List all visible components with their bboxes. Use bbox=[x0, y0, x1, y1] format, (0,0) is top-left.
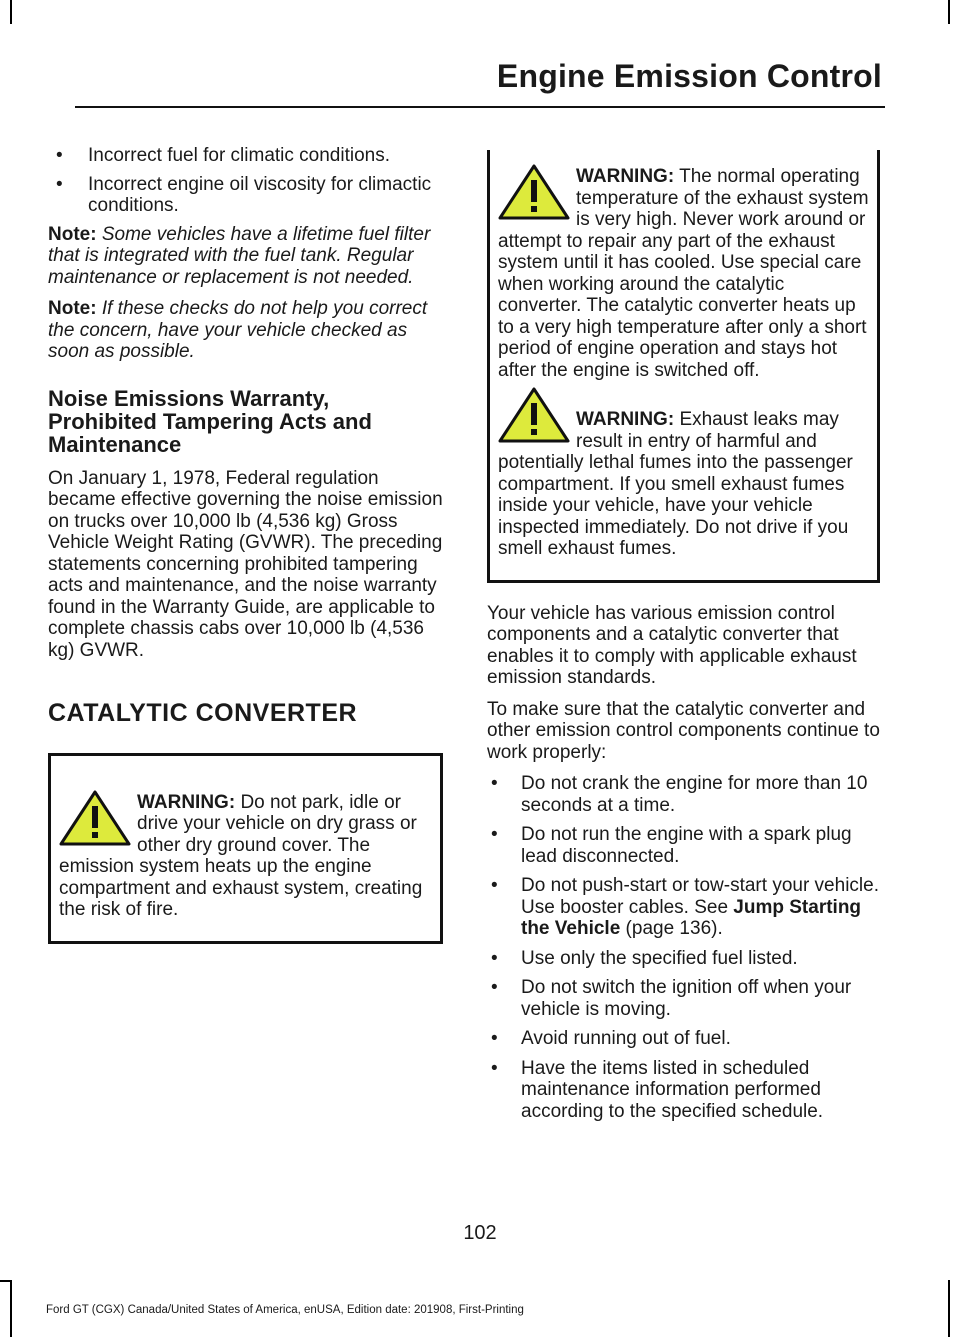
list-item: • Incorrect fuel for climatic conditions. bbox=[56, 145, 391, 166]
warning-triangle-icon bbox=[498, 164, 570, 220]
list-item: • Have the items listed in scheduled maintenance information performed according to the specified schedule. bbox=[491, 1057, 824, 1122]
continue-working-paragraph: To make sure that the catalytic converter and other emission control components continue to work properly: bbox=[487, 698, 880, 763]
crop-mark-top-right-v bbox=[948, 0, 950, 24]
right-bullet-list bbox=[487, 773, 880, 1122]
jump-starting-link[interactable]: Jump Starting the Vehicle bbox=[521, 896, 862, 939]
warning-box-dry-grass: WARNING: Do not park, idle or drive your vehicle on dry grass or other dry ground cover. The emission system heats up the engine compartment and exhaust system, creating the risk of fire. bbox=[48, 753, 443, 944]
page-title: Engine Emission Control bbox=[496, 58, 882, 94]
right-column bbox=[487, 150, 880, 1130]
emission-components-paragraph: Your vehicle has various emission control components and a catalytic converter that enables it to comply with applicable exhaust emission standards. bbox=[487, 602, 857, 688]
warning-triangle-icon bbox=[498, 387, 570, 443]
noise-emissions-paragraph: On January 1, 1978, Federal regulation became effective governing the noise emission on trucks over 10,000 lb (4,536 kg) Gross Vehicle Weight Rating (GVWR). The preceding statements concerning prohibited tampering acts and maintenance, and the noise warranty found in the Warranty Guide, are applicable to complete chassis cabs over 10,000 lb (4,536 kg) GVWR. bbox=[48, 467, 443, 661]
warning-box-exhaust: WARNING: The normal operating temperature of the exhaust system is very high. Never work around or attempt to repair any part of the exhaust system until it has cooled. Use special care when working around the catalytic converter. The catalytic converter heats up to a very high temperature after only a short period of engine operation and stays hot after the engine is switched off. WARNING: Exhaust leaks may result in entry of harmful and potentially lethal fumes into the passenger compartment. If you smell exhaust fumes inside your vehicle, have your vehicle inspected immediately. Do not drive if you smell exhaust fumes. bbox=[487, 150, 880, 583]
crop-mark-bottom-right-v bbox=[948, 1280, 950, 1337]
crop-mark-top-left-v bbox=[10, 0, 12, 24]
list-item: • Do not push-start or tow-start your vehicle. Use booster cables. See Jump Starting the Vehicle (page 136). bbox=[491, 875, 879, 939]
crop-mark-bottom-left-v bbox=[10, 1280, 12, 1337]
left-column bbox=[48, 145, 443, 964]
note-checks: Note: If these checks do not help you correct the concern, have your vehicle checked as soon as possible. bbox=[48, 298, 428, 362]
list-item: • Avoid running out of fuel. bbox=[491, 1028, 731, 1049]
list-item: • Do not switch the ignition off when your vehicle is moving. bbox=[491, 977, 852, 1020]
noise-emissions-heading: Noise Emissions Warranty, Prohibited Tampering Acts and Maintenance bbox=[48, 385, 372, 457]
note-fuel-filter: Note: Some vehicles have a lifetime fuel filter that is integrated with the fuel tank. Regular maintenance or replacement is not needed. bbox=[48, 223, 431, 288]
crop-mark-bottom-left-h bbox=[0, 1280, 12, 1282]
list-item: • Incorrect engine oil viscosity for climactic conditions. bbox=[56, 173, 432, 216]
catalytic-converter-heading: CATALYTIC CONVERTER bbox=[48, 699, 358, 727]
list-item: • Do not crank the engine for more than 10 seconds at a time. bbox=[491, 773, 868, 816]
warning-triangle-icon bbox=[59, 790, 131, 846]
list-item: • Do not run the engine with a spark plug lead disconnected. bbox=[491, 824, 852, 867]
footer-edition: Ford GT (CGX) Canada/United States of America, enUSA, Edition date: 201908, First-Printing bbox=[46, 1304, 524, 1316]
page-number: 102 bbox=[463, 1222, 497, 1244]
list-item: • Use only the specified fuel listed. bbox=[491, 947, 798, 969]
left-bullet-list bbox=[48, 145, 443, 217]
title-rule bbox=[75, 106, 885, 108]
